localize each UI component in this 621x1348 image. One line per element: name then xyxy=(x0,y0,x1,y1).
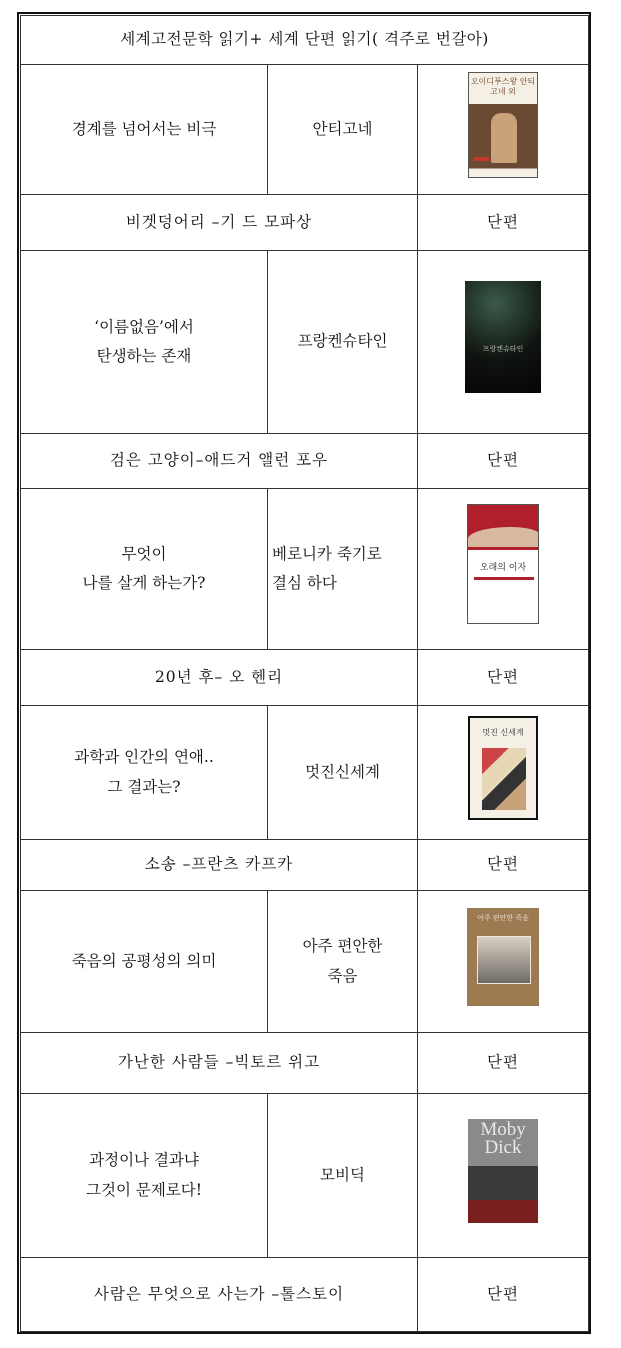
reading-list-table xyxy=(20,15,589,1332)
theme-line: 그것이 문제로다! xyxy=(86,1180,202,1199)
table-row xyxy=(21,489,589,650)
cover-cell xyxy=(418,1094,589,1258)
short-story-label: 단편 xyxy=(418,840,589,891)
painting-figure-icon xyxy=(491,113,517,163)
table-row xyxy=(21,434,589,489)
cover-title: Moby Dick xyxy=(480,1118,526,1158)
short-story-cell: 소송 –프란츠 카프카 xyxy=(21,840,418,891)
short-story-cell: 비겟덩어리 –기 드 모파상 xyxy=(21,195,418,251)
cover-title: 멋진 신세계 xyxy=(482,727,524,737)
theme-cell xyxy=(21,706,268,840)
cover-cell xyxy=(418,65,589,195)
red-bar-icon xyxy=(474,577,534,580)
table-row xyxy=(21,65,589,195)
table-row xyxy=(21,195,589,251)
cover-cell xyxy=(418,251,589,434)
cover-title: 오이디푸스왕 안티고네 외 xyxy=(470,76,536,96)
theme-line: 그 결과는? xyxy=(107,777,181,796)
desert-shape-icon xyxy=(468,527,539,547)
short-story-label: 단편 xyxy=(418,434,589,489)
book-cover-image xyxy=(467,504,539,624)
theme-cell: 죽음의 공평성의 의미 xyxy=(21,891,268,1033)
theme-line: 과학과 인간의 연애.. xyxy=(74,748,214,767)
book-title-cell xyxy=(268,891,418,1033)
theme-line: ‘이름없음’에서 xyxy=(94,317,194,336)
table-row xyxy=(21,1094,589,1258)
theme-line: 나를 살게 하는가? xyxy=(82,574,206,592)
cover-title: 아주 편안한 죽음 xyxy=(477,913,529,922)
book-title-cell: 안티고네 xyxy=(268,65,418,195)
book-cover-image xyxy=(467,908,539,1006)
cover-title: 프랑켄슈타인 xyxy=(482,345,524,354)
cover-cell xyxy=(418,891,589,1033)
book-cover-image xyxy=(468,1119,538,1223)
cover-cell xyxy=(418,706,589,840)
cover-cell xyxy=(418,489,589,650)
short-story-cell: 검은 고양이–애드거 앨런 포우 xyxy=(21,434,418,489)
table-row xyxy=(21,840,589,891)
short-story-label: 단편 xyxy=(418,1258,589,1332)
table-row xyxy=(21,706,589,840)
table-row xyxy=(21,251,589,434)
short-story-label: 단편 xyxy=(418,1033,589,1094)
theme-cell xyxy=(21,1094,268,1258)
cubist-painting-icon xyxy=(482,748,526,810)
short-story-cell: 사람은 무엇으로 사는가 –톨스토이 xyxy=(21,1258,418,1332)
portrait-photo-icon xyxy=(477,936,531,984)
table-row xyxy=(21,650,589,706)
short-story-label: 단편 xyxy=(418,650,589,706)
table-row xyxy=(21,1258,589,1332)
table-row xyxy=(21,891,589,1033)
book-title-line: 아주 편안한 xyxy=(302,937,383,956)
theme-line: 탄생하는 존재 xyxy=(96,347,192,365)
theme-cell xyxy=(21,251,268,434)
book-title-cell: 모비딕 xyxy=(268,1094,418,1258)
short-story-label: 단편 xyxy=(418,195,589,251)
theme-line: 무엇이 xyxy=(121,544,167,563)
book-cover-image xyxy=(468,72,538,178)
short-story-cell: 20년 후– 오 헨리 xyxy=(21,650,418,706)
table-title: 세계고전문학 읽기+ 세계 단편 읽기( 격주로 번갈아) xyxy=(21,16,589,65)
book-title-cell: 멋진신세계 xyxy=(268,706,418,840)
table-row xyxy=(21,1033,589,1094)
book-cover-image xyxy=(468,716,538,820)
book-title-line: 죽음 xyxy=(327,966,358,985)
theme-line: 과정이나 결과냐 xyxy=(89,1151,199,1170)
book-title-cell: 프랑켄슈타인 xyxy=(268,251,418,434)
book-cover-image xyxy=(465,281,541,393)
red-label-icon xyxy=(473,157,489,161)
header-row xyxy=(21,16,589,65)
short-story-cell: 가난한 사람들 –빅토르 위고 xyxy=(21,1033,418,1094)
theme-cell: 경계를 넘어서는 비극 xyxy=(21,65,268,195)
theme-cell xyxy=(21,489,268,650)
cover-title: 오래의 이자 xyxy=(479,563,527,574)
book-title-line: 결심 하다 xyxy=(272,574,337,592)
book-title-cell xyxy=(268,489,418,650)
book-title-line: 베로니카 죽기로 xyxy=(272,544,382,563)
